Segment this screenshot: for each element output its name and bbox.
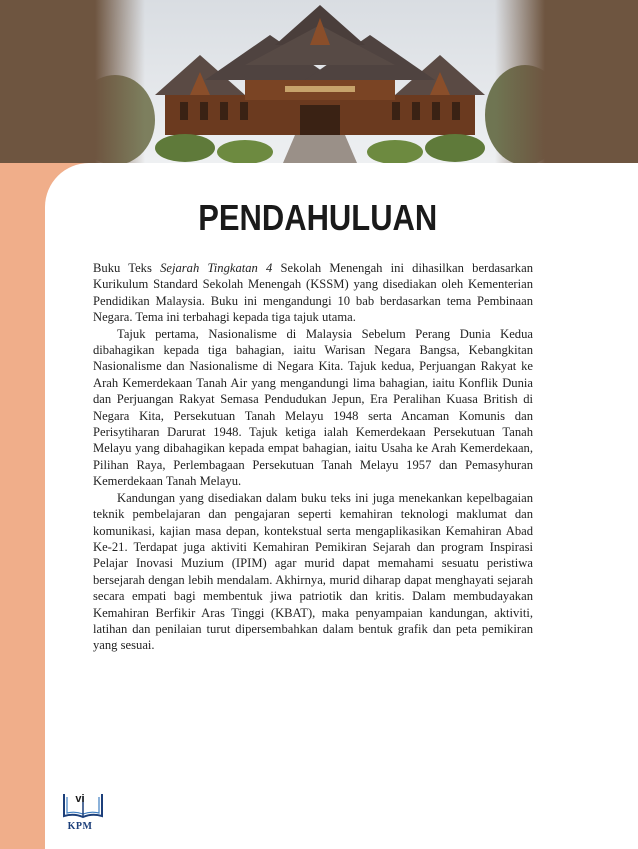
page-title: PENDAHULUAN	[198, 197, 438, 238]
page-number: vi	[75, 793, 85, 805]
paragraph-1-rest: Sekolah Menengah ini dihasilkan berdasarkan Kurikulum Standard Sekolah Menengah (KSSM) yang disediakan oleh Kementerian Pendidikan Malaysia. Buku ini mengandungi 10 bab berdasarkan tema Pembinaan Negara. Tema ini terbahagi kepada tiga tajuk utama.	[93, 261, 533, 325]
publisher-label: KPM	[67, 821, 93, 832]
paragraph-1-lead: Buku Teks	[93, 261, 161, 275]
book-title: Sejarah Tingkatan 4	[160, 261, 273, 275]
paragraph-3: Kandungan yang disediakan dalam buku teks ini juga menekankan kepelbagaian teknik pembelajaran dan pengajaran seperti kemahiran teknologi maklumat dan komunikasi, kajian masa depan, kontekstual serta mengaplikasikan Kemahiran Abad Ke-21. Terdapat juga aktiviti Kemahiran Pemikiran Sejarah dan program Inspirasi Pelajar Inovasi Muzium (IPIM) agar murid dapat memahami sesuatu peristiwa bersejarah dengan lebih mendalam. Akhirnya, murid diharap dapat menghayati sejarah secara empati bagi membentuk jiwa patriotik dan kritis. Dalam membudayakan Kemahiran Berfikir Aras Tinggi (KBAT), maka penyampaian kandungan, aktiviti, latihan dan penilaian turut dipersembahkan dalam bentuk grafik dan peta pemikiran yang sesuai.	[93, 490, 533, 653]
header-band	[0, 0, 638, 163]
paragraph-2: Tajuk pertama, Nasionalisme di Malaysia Sebelum Perang Dunia Kedua dibahagikan kepada tiga bahagian, iaitu Warisan Negara Bangsa, Kebangkitan Nasionalisme dan Nasionalisme di Negara Kita. Tajuk kedua, Perjuangan Rakyat ke Arah Kemerdekaan Tanah Air yang mengandungi lima bahagian, iaitu Konflik Dunia dan Perjuangan Rakyat Semasa Pendudukan Jepun, Era Peralihan Kuasa British di Negara Kita, Persekutuan Tanah Melayu 1948 serta Ancaman Komunis dan Perisytiharan Darurat 1948. Tajuk ketiga ialah Kemerdekaan Persekutuan Tanah Melayu yang dibahagikan kepada empat bahagian, iaitu Usaha ke Arah Kemerdekaan, Pilihan Raya, Perlembagaan Persekutuan Tanah Melayu 1957 dan Pemasyhuran Kemerdekaan Tanah Melayu.	[93, 326, 533, 489]
palace-photo	[95, 0, 545, 163]
body-text	[93, 260, 533, 654]
paragraph-1	[93, 260, 533, 326]
